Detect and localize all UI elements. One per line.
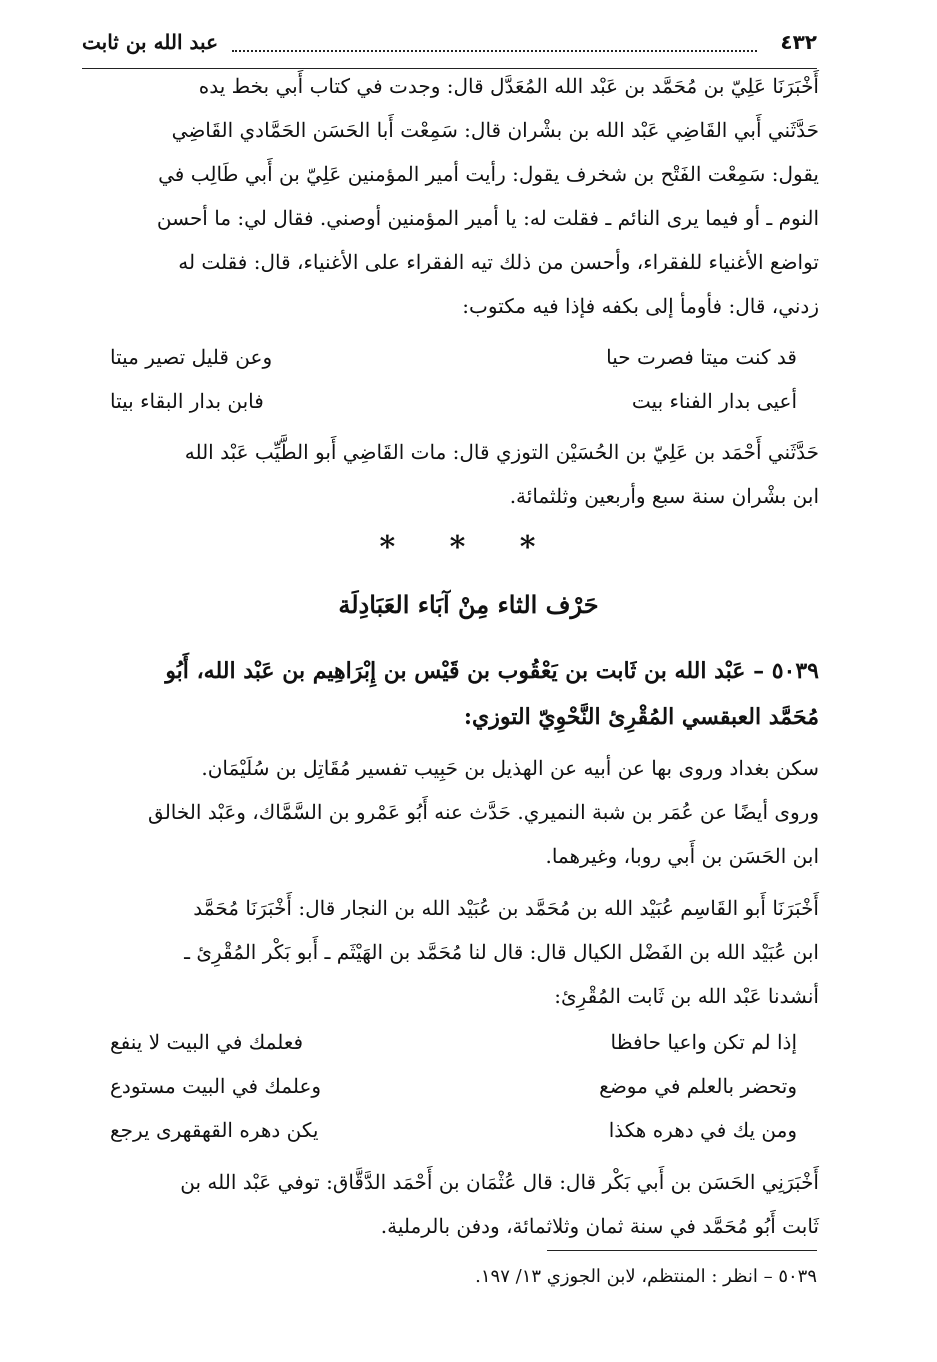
verse-row	[110, 345, 797, 389]
text-line: وروى أيضًا عن عُمَر بن شبة النميري. حَدَّث عنه أَبُو عَمْرو بن السَّمَّاك، وعَبْد الخالق	[148, 800, 819, 824]
text-line: أَخْبَرَنَا أَبو القَاسِم عُبَيْد الله بن مُحَمَّد بن عُبَيْد الله بن النجار قال: أَخْبَرَنَا مُحَمَّد	[193, 896, 819, 920]
paragraph-4	[80, 886, 819, 1018]
page-header	[82, 30, 817, 64]
paragraph-2	[80, 430, 819, 518]
text-line: ابن الحَسَن بن أَبي روبا، وغيرهما.	[545, 844, 819, 868]
paragraph-3	[80, 746, 819, 878]
footnote: ٥٠٣٩ – انظر : المنتظم، لابن الجوزي ١٣/ ١٩٧.	[475, 1266, 817, 1287]
paragraph-5	[80, 1160, 819, 1248]
verse-second-hemistich: يكن دهره القهقهرى يرجع	[110, 1118, 319, 1142]
text-line: يقول: سَمِعْت الفَتْح بن شخرف يقول: رأيت أمير المؤمنين عَلِيّ بن أَبي طَالِب في	[158, 162, 819, 186]
text-line: حَدَّثَني أَبي القَاضِي عَبْد الله بن بشْران قال: سَمِعْت أَبا الحَسَن الحَمَّادي القَاضِي	[171, 118, 819, 142]
verse-row	[110, 1074, 797, 1118]
text-line: النوم ـ أو فيما يرى النائم ـ فقلت له: يا أمير المؤمنين أوصني. فقال لي: ما أحسن	[156, 206, 819, 230]
verse-first-hemistich: ومن يك في دهره هكذا	[608, 1118, 797, 1142]
text-line: سكن بغداد وروى بها عن أبيه عن الهذيل بن حَبِيب تفسير مُقَاتِل بن سُلَيْمَان.	[201, 756, 819, 780]
text-line: تواضع الأغنياء للفقراء، وأحسن من ذلك تيه الفقراء على الأغنياء، قال: فقلت له	[178, 250, 819, 274]
text-line: زدني، قال: فأومأ إلى بكفه فإذا فيه مكتوب:	[462, 294, 819, 318]
text-line: ثَابت أَبُو مُحَمَّد في سنة ثمان وثلاثمائة، ودفن بالرملية.	[380, 1214, 819, 1238]
verse-row	[110, 1030, 797, 1074]
page-number: ٤٣٢	[780, 30, 817, 54]
footnote-rule	[547, 1250, 817, 1251]
section-title: حَرْف الثاء مِنْ آبَاء العَبَادِلَة	[338, 590, 599, 619]
text-line: أَخْبَرَنِي الحَسَن بن أَبي بَكْر قال: قال عُثْمَان بن أَحْمَد الدَّقَّاق: توفي عَبْد الله بن	[180, 1170, 819, 1194]
header-dot-leader	[232, 50, 757, 52]
text-line: أنشدنا عَبْد الله بن ثَابت المُقْرِئ:	[554, 984, 819, 1008]
entry-heading-line: مُحَمَّد العبقسي المُقْرِئ النَّحْوِيّ التوزي:	[463, 704, 819, 730]
text-line: حَدَّثَني أَحْمَد بن عَلِيّ بن الحُسَيْن التوزي قال: مات القَاضِي أَبو الطَّيِّب عَبْد الله	[184, 440, 819, 464]
verse-second-hemistich: وعلمك في البيت مستودع	[110, 1074, 322, 1098]
paragraph-1	[80, 64, 819, 328]
verse-row	[110, 1118, 797, 1162]
verse-row	[110, 389, 797, 433]
text-line: أَخْبَرَنَا عَلِيّ بن مُحَمَّد بن عَبْد الله المُعَدَّل قال: وجدت في كتاب أَبي بخط يده	[198, 74, 819, 98]
entry-heading-line: ٥٠٣٩ – عَبْد الله بن ثَابت بن يَعْقُوب بن قَيْس بن إِبْرَاهِيم بن عَبْد الله، أَبُو	[165, 658, 819, 684]
text-line: ابن بشْران سنة سبع وأربعين وثلثمائة.	[509, 484, 819, 508]
text-line: ابن عُبَيْد الله بن الفَضْل الكيال قال: قال لنا مُحَمَّد بن الهَيْثَم ـ أَبو بَكْر المُقْرِئ ـ	[184, 940, 819, 964]
verse-first-hemistich: قد كنت ميتا فصرت حيا	[606, 345, 797, 369]
poem-1	[110, 345, 797, 433]
verse-second-hemistich: فعلمك في البيت لا ينفع	[110, 1030, 304, 1054]
running-title: عبد الله بن ثابت	[82, 30, 219, 54]
verse-second-hemistich: وعن قليل تصير ميتا	[110, 345, 273, 369]
verse-first-hemistich: أعيى بدار الفناء بيت	[631, 389, 797, 413]
verse-first-hemistich: وتحضر بالعلم في موضع	[599, 1074, 797, 1098]
verse-first-hemistich: إذا لم تكن واعيا حافظا	[610, 1030, 797, 1054]
section-divider-stars: * * *	[379, 530, 558, 565]
poem-2	[110, 1030, 797, 1162]
entry-heading	[80, 648, 819, 740]
verse-second-hemistich: فابن بدار البقاء بيتا	[110, 389, 264, 413]
